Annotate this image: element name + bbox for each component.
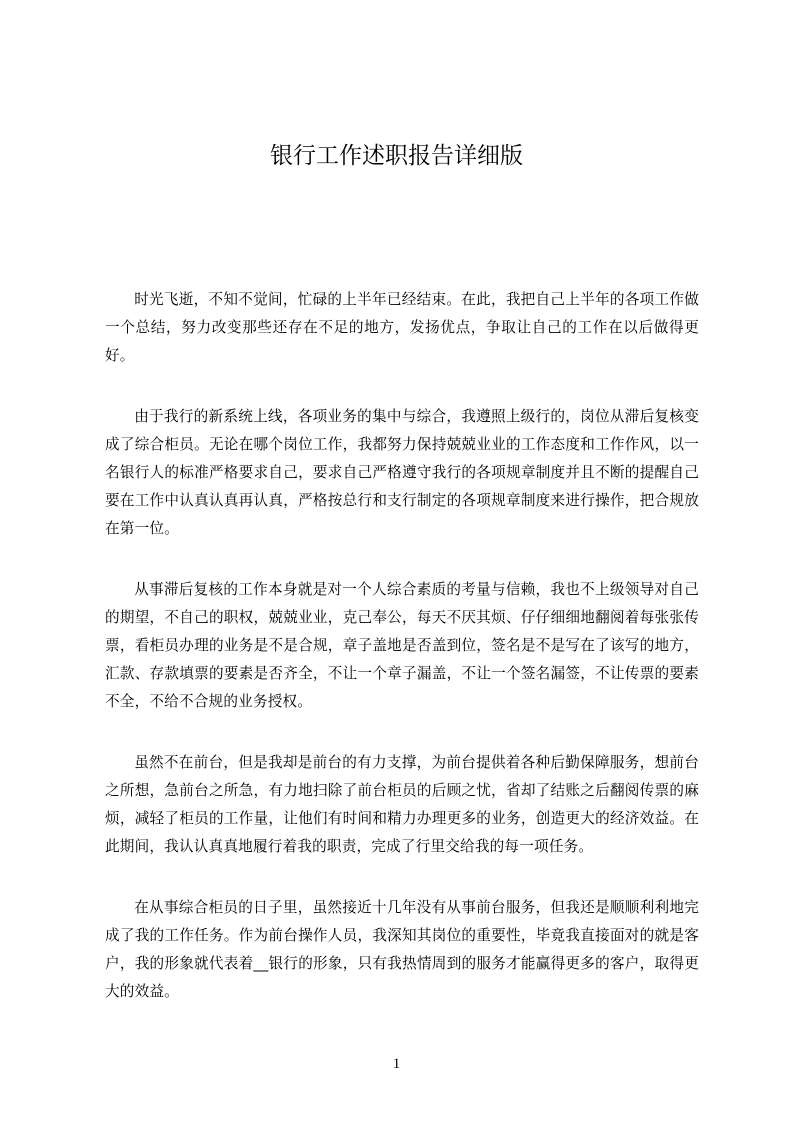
document-title: 银行工作述职报告详细版 [270,143,523,169]
page-number: 1 [392,1056,401,1072]
paragraph-5: 在从事综合柜员的日子里，虽然接近十几年没有从事前台服务，但我还是顺顺利利地完成了我的工作任务。作为前台操作人员，我深知其岗位的重要性，毕竟我直接面对的就是客户，我的形象就代表着__银行的形象，只有我热情周到的服务才能赢得更多的客户，取得更大的效益。 [105,899,699,1000]
document-body [105,286,699,1039]
paragraph-1: 时光飞逝，不知不觉间，忙碌的上半年已经结束。在此，我把自己上半年的各项工作做一个总结，努力改变那些还存在不足的地方，发扬优点，争取让自己的工作在以后做得更好。 [105,291,699,364]
paragraph-4: 虽然不在前台，但是我却是前台的有力支撑，为前台提供着各种后勤保障服务，想前台之所想，急前台之所急，有力地扫除了前台柜员的后顾之忧，省却了结账之后翻阅传票的麻烦，减轻了柜员的工作量，让他们有时间和精力办理更多的业务，创造更大的经济效益。在此期间，我认认真真地履行着我的职责，完成了行里交给我的每一项任务。 [105,754,699,855]
paragraph-2: 由于我行的新系统上线，各项业务的集中与综合，我遵照上级行的，岗位从滞后复核变成了综合柜员。无论在哪个岗位工作，我都努力保持兢兢业业的工作态度和工作作风，以一名银行人的标准严格要求自己，要求自己严格遵守我行的各项规章制度并且不断的提醒自己要在工作中认真认真再认真，严格按总行和支行制定的各项规章制度来进行操作，把合规放在第一位。 [105,408,699,537]
paragraph-3: 从事滞后复核的工作本身就是对一个人综合素质的考量与信赖，我也不上级领导对自己的期望，不自己的职权，兢兢业业，克己奉公，每天不厌其烦、仔仔细细地翻阅着每张张传票，看柜员办理的业务是不是合规，章子盖地是否盖到位，签名是不是写在了该写的地方，汇款、存款填票的要素是否齐全，不让一个章子漏盖，不让一个签名漏签，不让传票的要素不全，不给不合规的业务授权。 [105,581,699,710]
